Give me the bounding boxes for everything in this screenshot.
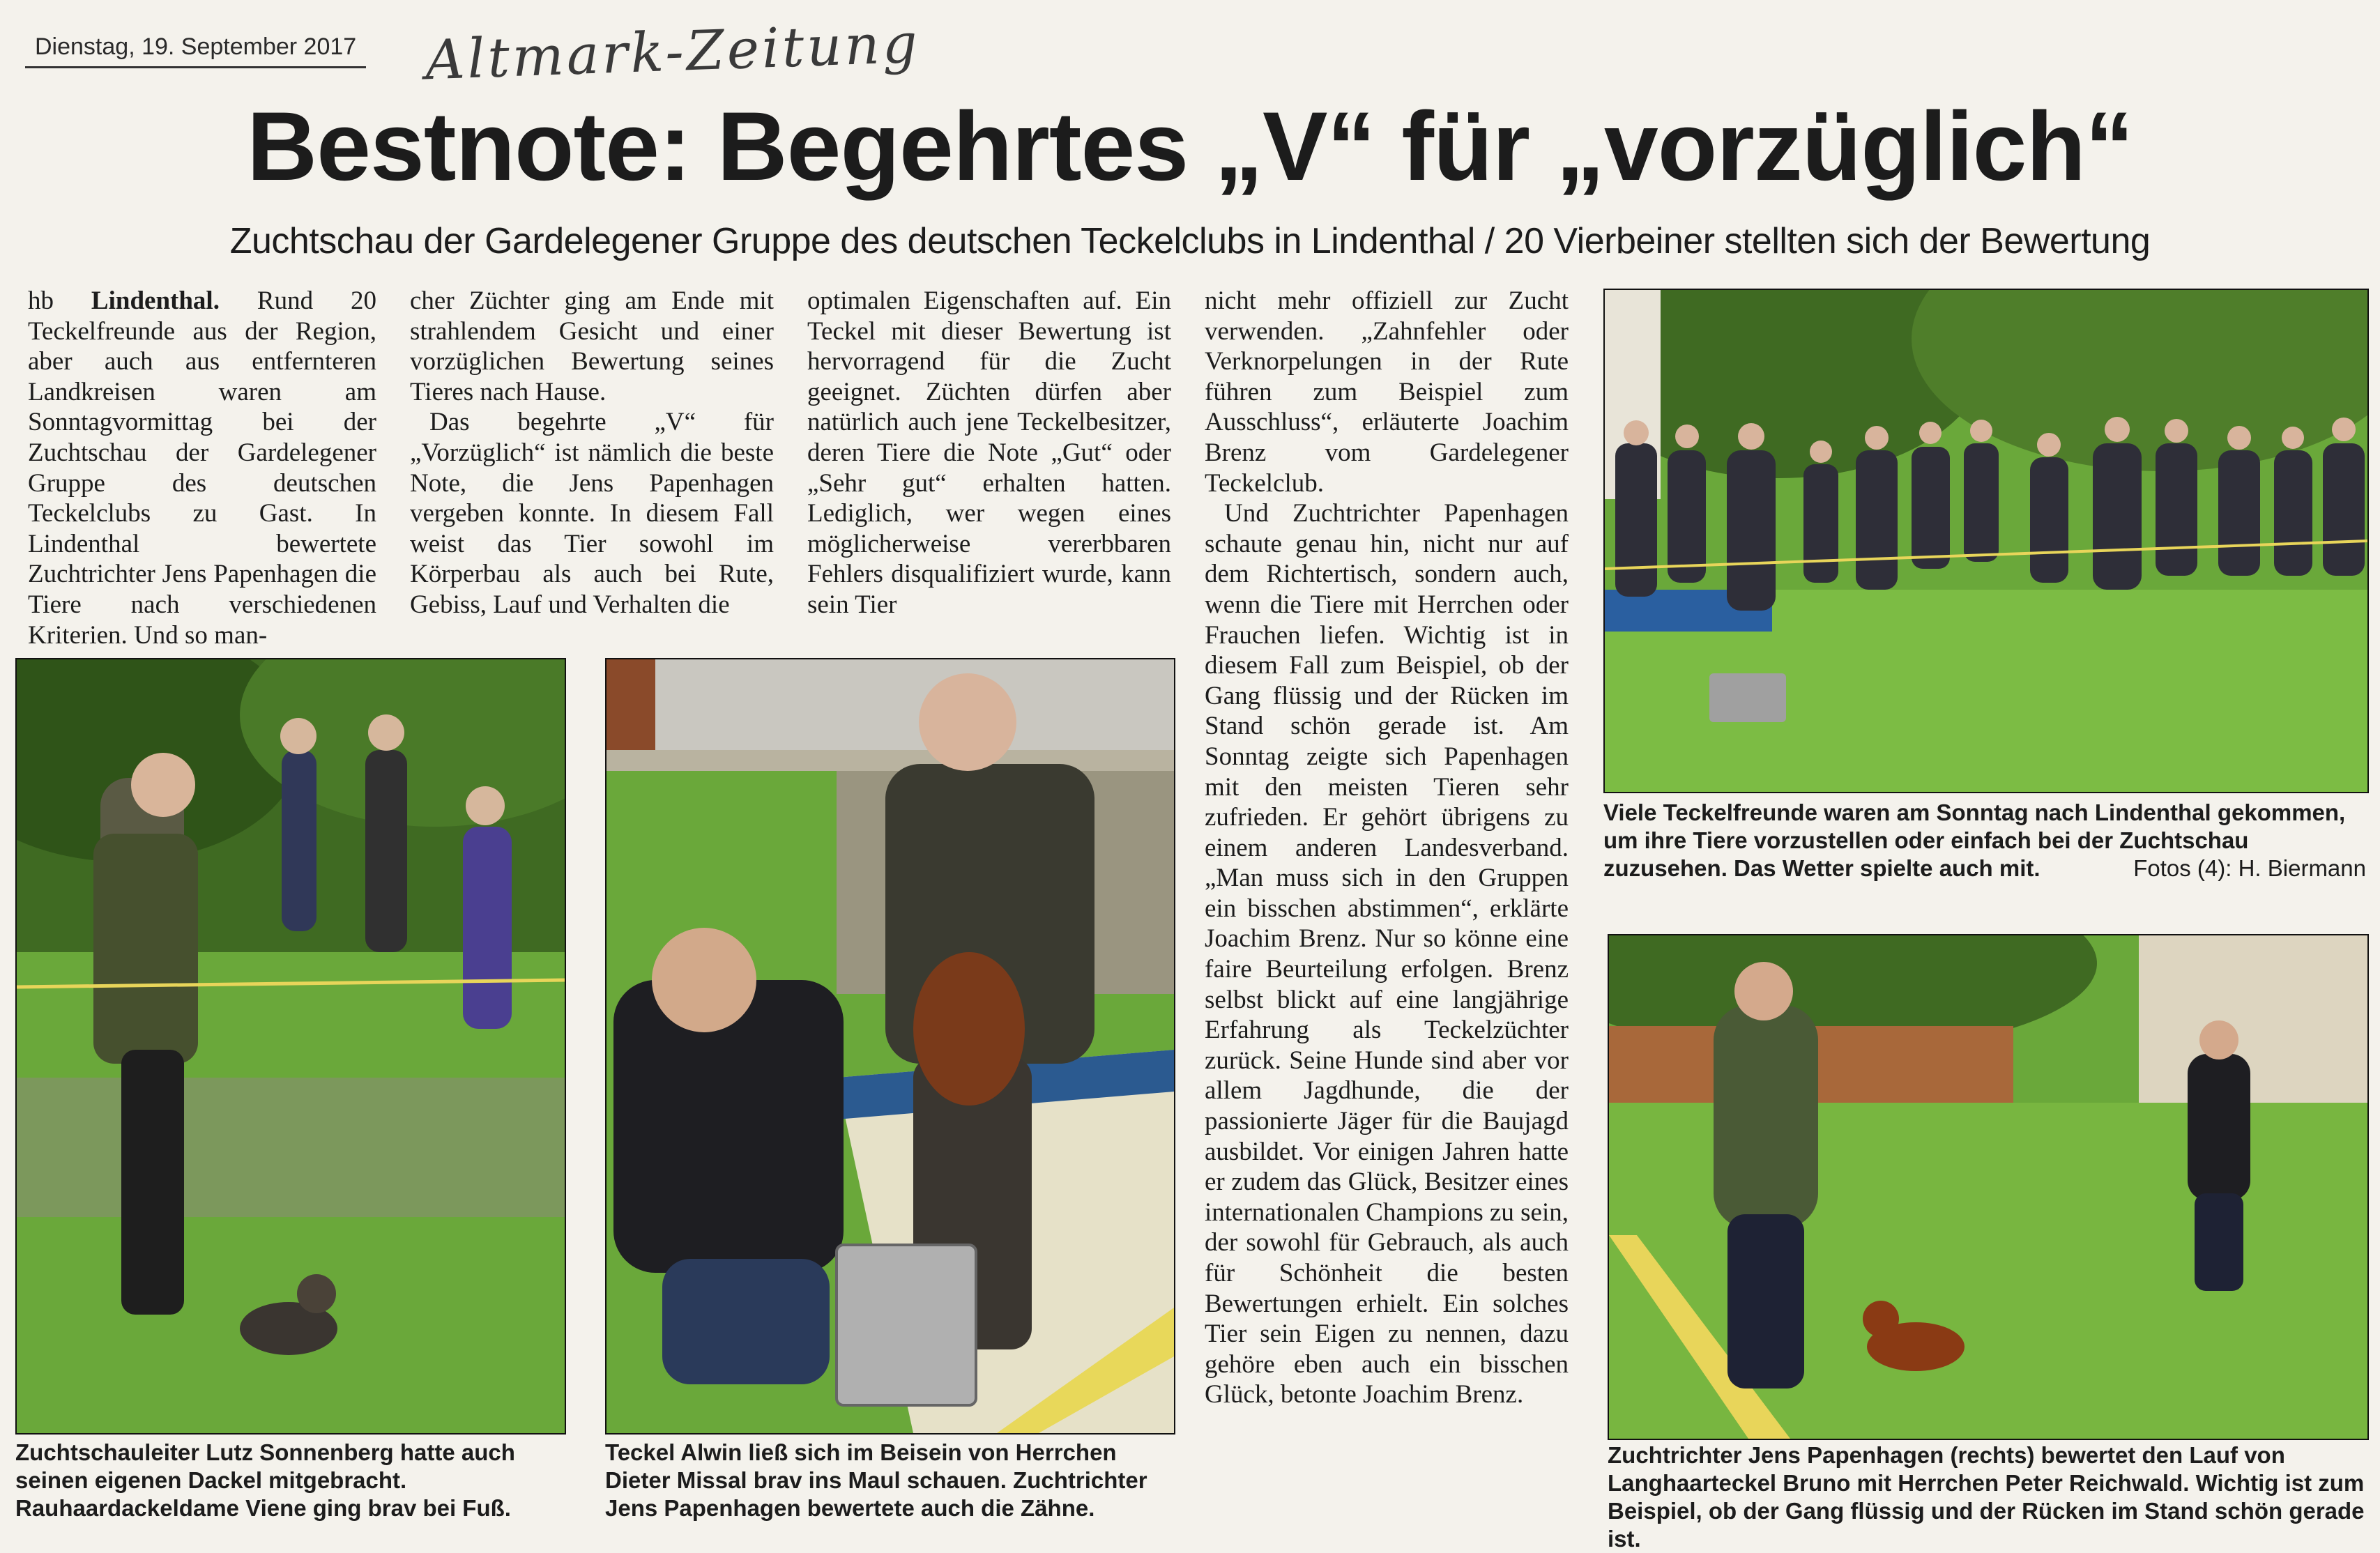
photo-judge-evaluating-gait xyxy=(1608,934,2369,1440)
handwritten-source-note: Altmark-Zeitung xyxy=(424,12,922,93)
caption-photo-3 xyxy=(1603,799,2366,882)
photo-judge-checking-teeth xyxy=(605,658,1175,1435)
photo-zuchtschauleiter-with-dachshund xyxy=(15,658,566,1435)
dateline: Dienstag, 19. September 2017 xyxy=(25,33,366,68)
photo-credit: Fotos (4): H. Biermann xyxy=(2133,855,2366,881)
article-column-3 xyxy=(807,286,1171,620)
article-col4-p2: Und Zuchtrichter Papenhagen schaute genau hin, nicht nur auf dem Richtertisch, sondern auch, wenn die Tiere mit Herrchen oder Frauchen liefen. Wichtig ist in diesem Fall zum Beispiel, ob der Gang flüssig und der Rücken im Stand schön gerade ist. Am Sonntag zeigte sich Papenhagen mit den meisten Tieren sehr zufrieden. Er gehört übrigens zu einem anderen Landesverband. „Man muss sich in den Gruppen ein bisschen abstimmen“, erklärte Joachim Brenz. Nur so könne eine faire Beurteilung erfolgen. Brenz selbst blickt auf eine langjährige Erfahrung als Teckelzüchter zurück. Seine Hunde sind aber vor allem Jagdhunde, die der passionierte Jäger für die Baujagd ausbildet. Vor einigen Jahren hatte er zudem das Glück, Besitzer eines internationalen Champions zu sein, der sowohl für Gebrauch, als auch für Schönheit die besten Bewertungen erhielt. Ein solches Tier sein Eigen zu nennen, dazu gehöre eben auch ein bisschen Glück, betonte Joachim Brenz. xyxy=(1205,499,1569,1409)
caption-photo-1: Zuchtschauleiter Lutz Sonnenberg hatte auch seinen eigenen Dackel mitgebracht. Rauhaardackeldame Viene ging brav bei Fuß. xyxy=(15,1439,515,1521)
dateline-place: Lindenthal. xyxy=(91,286,220,315)
article-col3-p1: optimalen Eigenschaften auf. Ein Teckel mit dieser Bewertung ist hervorragend für die Zucht geeignet. Züchten dürfen aber natürlich auch jene Teckelbesitzer, deren Tiere die Note „Gut“ oder „Sehr gut“ erhalten hatten. Lediglich, wer wegen eines möglicherweise vererbbaren Fehlers disqualifiziert wurde, kann sein Tier xyxy=(807,286,1171,619)
subheadline: Zuchtschau der Gardelegener Gruppe des deutschen Teckelclubs in Lindenthal / 20 Vierbeiner stellten sich der Bewertung xyxy=(229,221,2151,261)
article-col4-p1: nicht mehr offiziell zur Zucht verwenden. „Zahnfehler oder Verknorpelungen in der Rute führen zum Beispiel zum Ausschluss“, erläuterte Joachim Brenz vom Gardelegener Teckelclub. xyxy=(1205,286,1569,498)
photo-crowd-teckelfreunde xyxy=(1603,289,2369,793)
caption-photo-4: Zuchtrichter Jens Papenhagen (rechts) bewertet den Lauf von Langhaarteckel Bruno mit Herrchen Peter Reichwald. Wichtig ist zum Beispiel, ob der Gang flüssig und der Rücken im Stand schön gerade ist. xyxy=(1608,1442,2365,1552)
article-column-4 xyxy=(1205,286,1569,1410)
caption-photo-3-text: Viele Teckelfreunde waren am Sonntag nach Lindenthal gekommen, um ihre Tiere vorzustellen oder einfach bei der Zuchtschau zuzusehen. Das Wetter spielte auch mit. xyxy=(1603,800,2346,881)
article-column-1 xyxy=(28,286,376,650)
article-col1-text: Rund 20 Teckelfreunde aus der Region, aber auch aus entfernteren Landkreisen waren am Sonntagvormittag bei der Zuchtschau der Gardelegener Gruppe des deutschen Teckelclubs zu Gast. In Lindenthal bewertete Zuchtrichter Jens Papenhagen die Tiere nach verschiedenen Kriterien. Und so man- xyxy=(28,286,376,650)
article-column-2 xyxy=(410,286,774,620)
headline: Bestnote: Begehrtes „V“ für „vorzüglich“ xyxy=(247,91,2133,201)
article-col2-p2: Das begehrte „V“ für „Vorzüglich“ ist nämlich die beste Note, die Jens Papenhagen vergeben konnte. In diesem Fall weist das Tier sowohl im Körperbau als auch bei Rute, Gebiss, Lauf und Verhalten die xyxy=(410,408,774,619)
caption-photo-2: Teckel Alwin ließ sich im Beisein von Herrchen Dieter Missal brav ins Maul schauen. Zuchtrichter Jens Papenhagen bewertete auch die Zähne. xyxy=(605,1439,1147,1521)
byline: hb xyxy=(28,286,54,315)
article-col2-p1: cher Züchter ging am Ende mit strahlendem Gesicht und einer vorzüglichen Bewertung seines Tieres nach Hause. xyxy=(410,286,774,406)
